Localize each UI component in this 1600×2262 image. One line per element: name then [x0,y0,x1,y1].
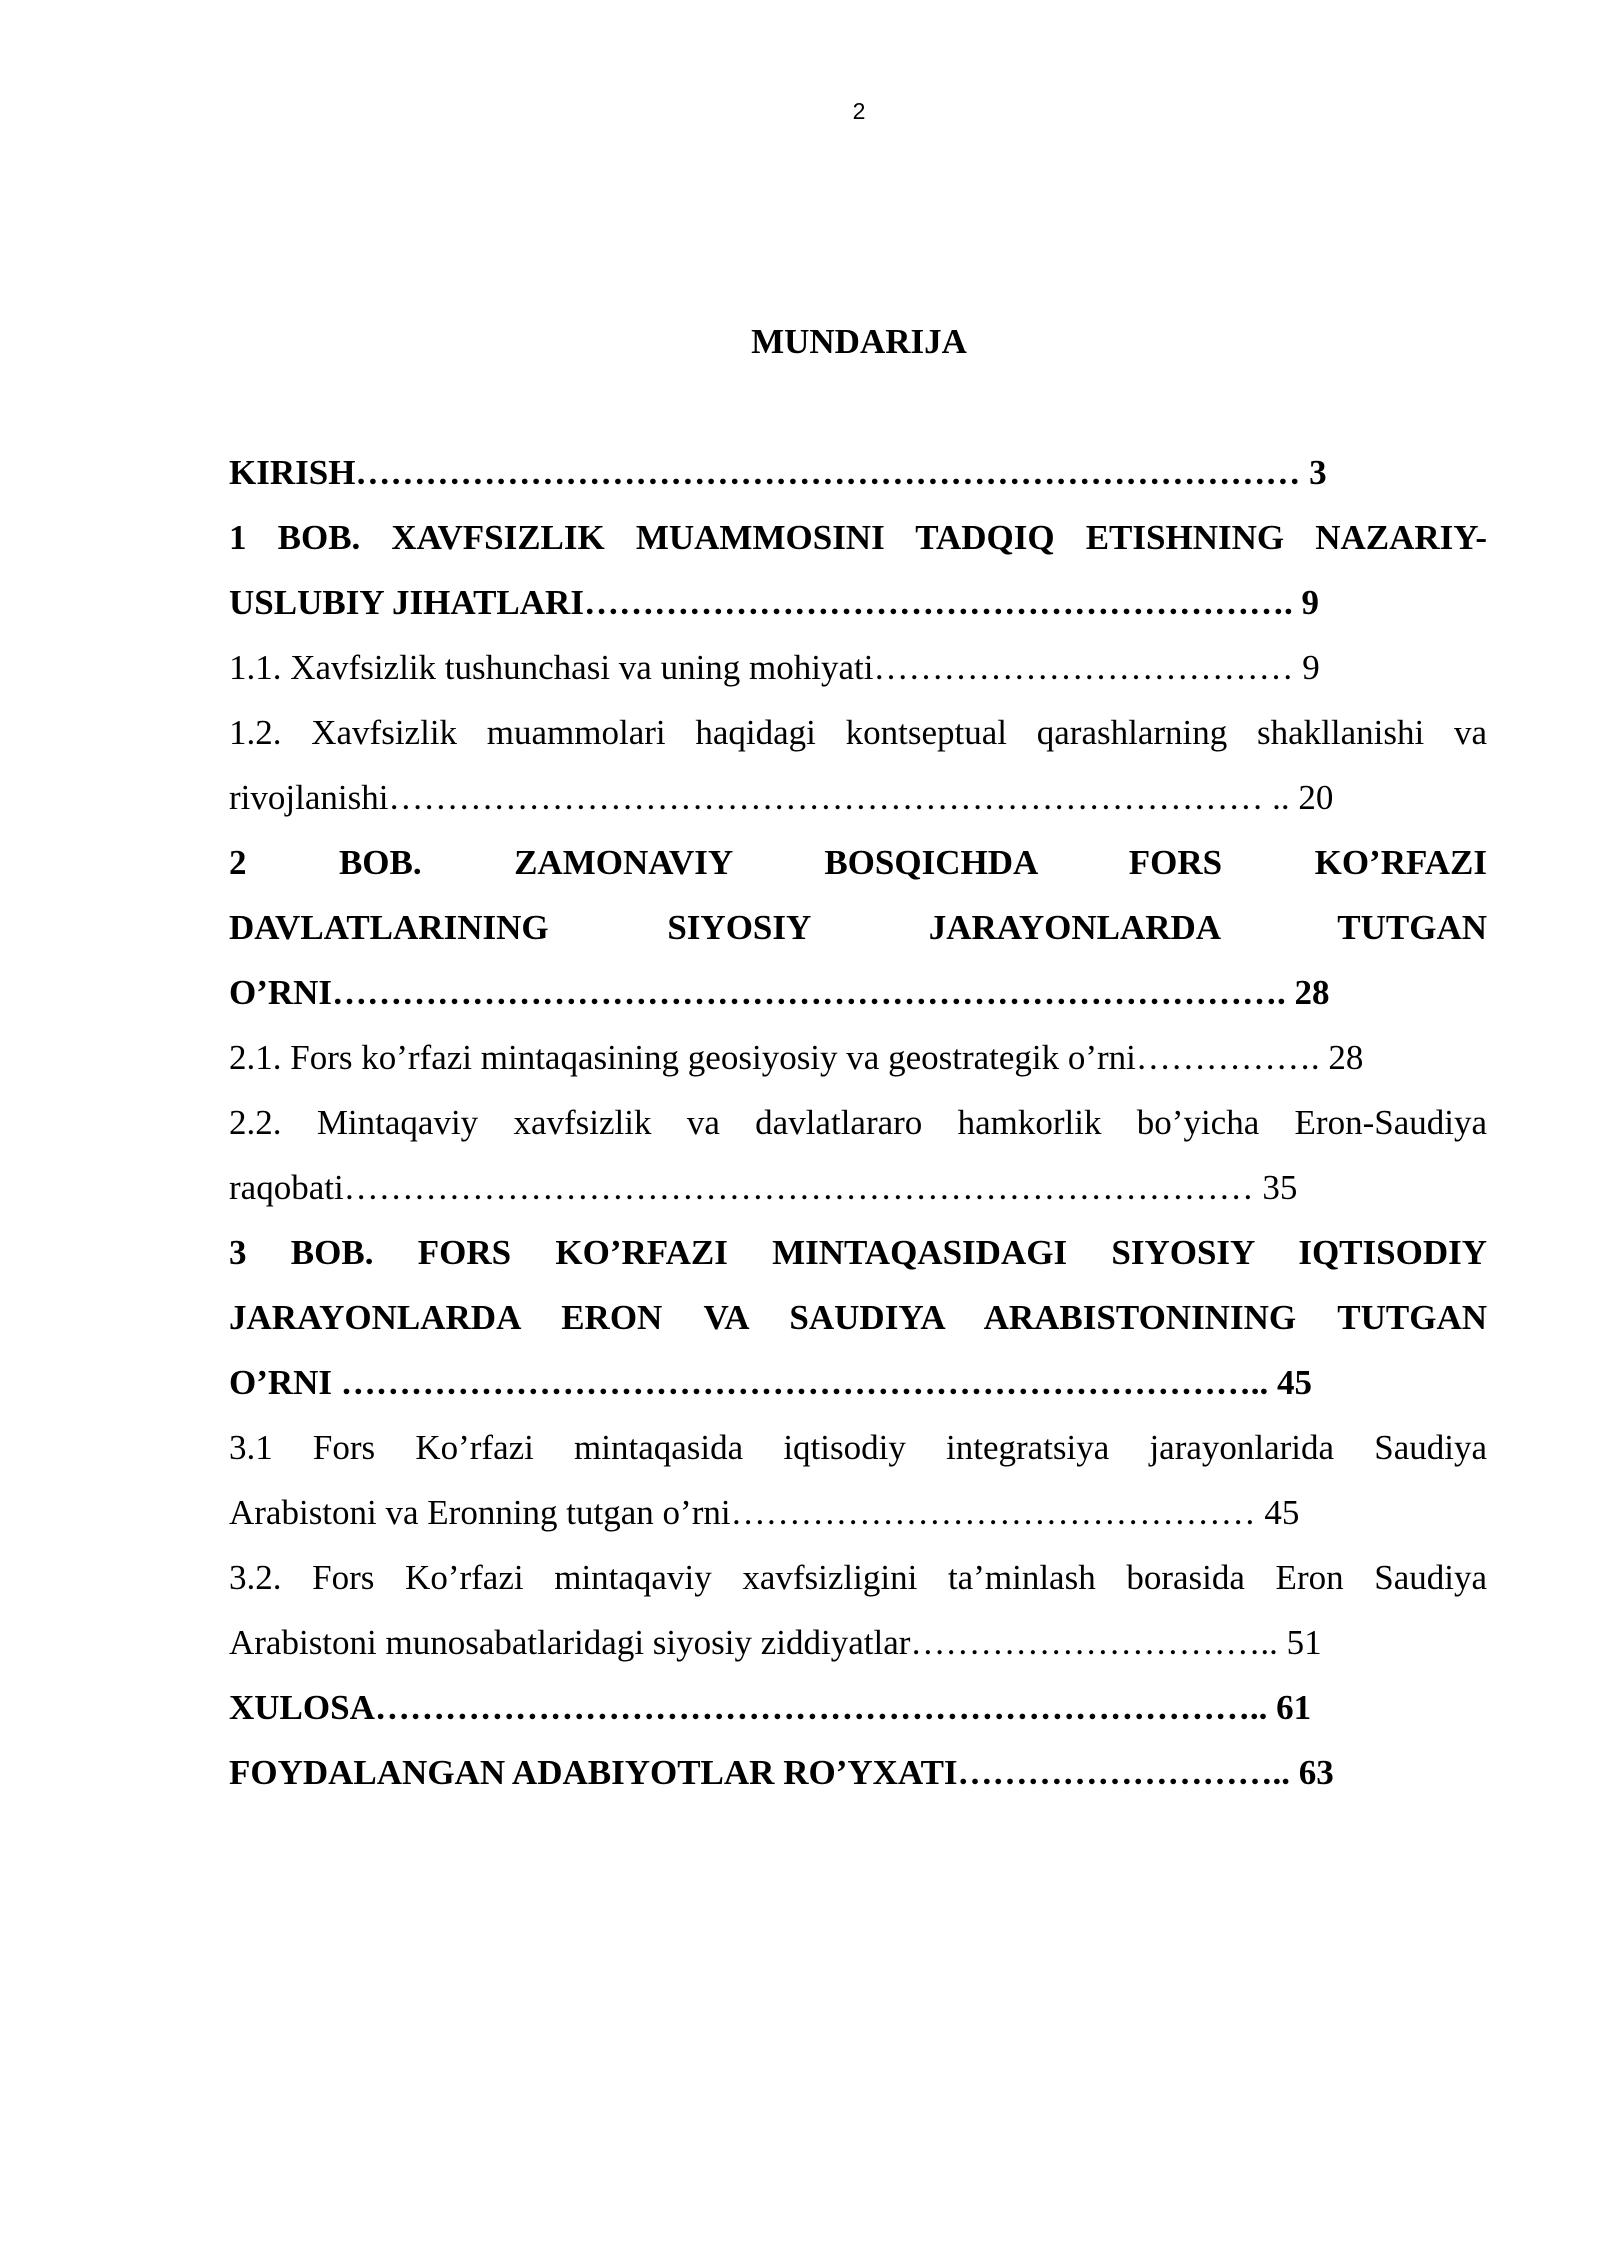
toc-line: raqobati…………………………………………………………………… 35 [229,1168,1298,1207]
toc-line: 2 BOB. ZAMONAVIY BOSQICHDA FORS KO’RFAZI [229,843,1487,882]
toc-entry-section-1-1[interactable] [229,635,1487,700]
page-title: MUNDARIJA [751,322,967,361]
toc-entry-section-1-2[interactable] [229,700,1487,830]
toc-line: XULOSA………………………………………………………………….. 61 [229,1688,1312,1727]
toc-line: 2.1. Fors ko’rfazi mintaqasining geosiyosiy va geostrategik o’rni……………. 28 [229,1038,1364,1077]
toc-entry-bob-1[interactable] [229,505,1487,635]
table-of-contents [229,440,1487,1805]
toc-line: 1.2. Xavfsizlik muammolari haqidagi kontseptual qarashlarning shakllanishi va [229,713,1487,752]
toc-line: Arabistoni va Eronning tutgan o’rni……………………………………… 45 [229,1493,1300,1532]
toc-line: 3.2. Fors Ko’rfazi mintaqaviy xavfsizligini ta’minlash borasida Eron Saudiya [229,1558,1487,1597]
toc-entry-kirish[interactable] [229,440,1487,505]
toc-line: FOYDALANGAN ADABIYOTLAR RO’YXATI……………………….. 63 [229,1753,1334,1792]
toc-line: 1 BOB. XAVFSIZLIK MUAMMOSINI TADQIQ ETISHNING NAZARIY- [229,518,1487,557]
toc-line: USLUBIY JIHATLARI……………………………………………………. 9 [229,583,1319,622]
toc-line: 3.1 Fors Ko’rfazi mintaqasida iqtisodiy integratsiya jarayonlarida Saudiya [229,1428,1487,1467]
toc-line: KIRISH……………………………………………………………………… 3 [229,453,1327,492]
toc-line: DAVLATLARINING SIYOSIY JARAYONLARDA TUTGAN [229,908,1487,947]
toc-entry-section-2-2[interactable] [229,1090,1487,1220]
toc-line: O’RNI………………………………………………………………………. 28 [229,973,1330,1012]
toc-line: JARAYONLARDA ERON VA SAUDIYA ARABISTONINING TUTGAN [229,1298,1487,1337]
toc-line: 3 BOB. FORS KO’RFAZI MINTAQASIDAGI SIYOSIY IQTISODIY [229,1233,1487,1272]
toc-entry-bob-3[interactable] [229,1220,1487,1415]
toc-entry-xulosa[interactable] [229,1675,1487,1740]
toc-line: 2.2. Mintaqaviy xavfsizlik va davlatlararo hamkorlik bo’yicha Eron-Saudiya [229,1103,1487,1142]
page-number: 2 [852,98,866,124]
toc-line: Arabistoni munosabatlaridagi siyosiy ziddiyatlar………………………….. 51 [229,1623,1322,1662]
toc-entry-section-3-1[interactable] [229,1415,1487,1545]
toc-entry-bob-2[interactable] [229,830,1487,1025]
toc-line: 1.1. Xavfsizlik tushunchasi va uning mohiyati……………………………… 9 [229,648,1320,687]
toc-entry-adabiyotlar[interactable] [229,1740,1487,1805]
toc-line: rivojlanishi………………………………………………………………… .. 20 [229,778,1334,817]
toc-line: O’RNI …………………………………………………………………….. 45 [229,1363,1313,1402]
toc-entry-section-3-2[interactable] [229,1545,1487,1675]
toc-entry-section-2-1[interactable] [229,1025,1487,1090]
